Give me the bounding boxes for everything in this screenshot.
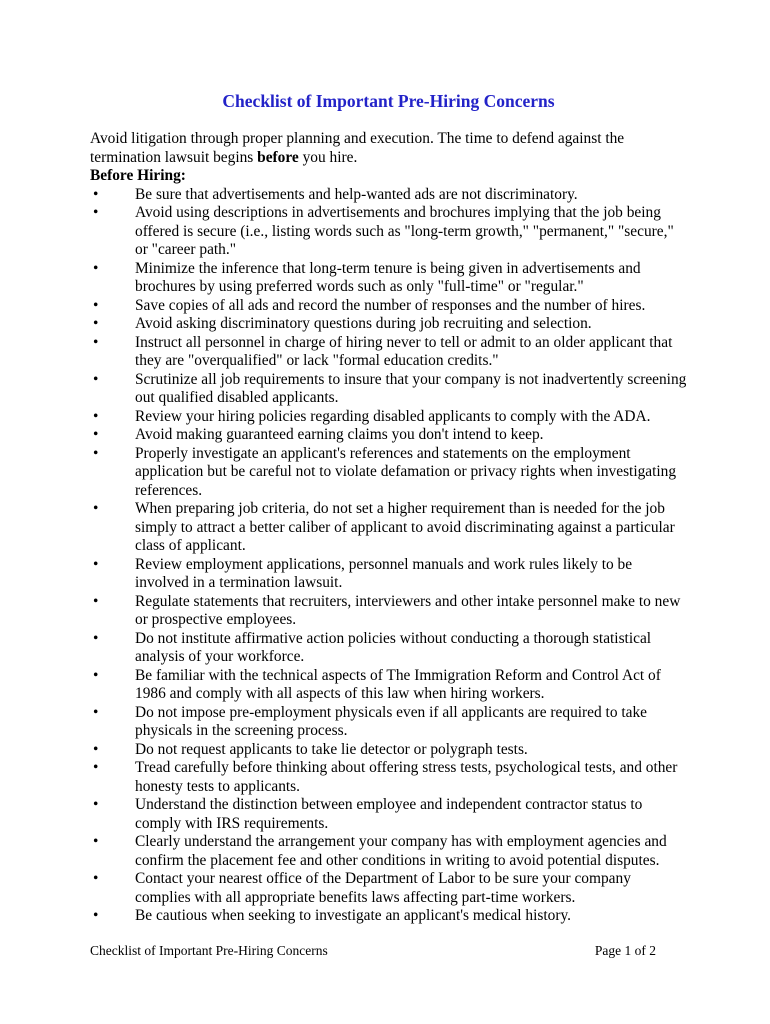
intro-paragraph (90, 130, 687, 167)
page-footer (90, 943, 656, 959)
checklist-item: • When preparing job criteria, do not set a higher requirement than is needed for the job simply to attract a better caliber of applicant to avoid discriminating against a particular class of applicant. (90, 500, 687, 556)
checklist-item: • Be sure that advertisements and help-wanted ads are not discriminatory. (90, 186, 687, 205)
checklist-item: • Do not request applicants to take lie detector or polygraph tests. (90, 741, 687, 760)
footer-document-title: Checklist of Important Pre-Hiring Concerns (90, 943, 328, 958)
footer-page-number: Page 1 of 2 (594, 943, 656, 958)
checklist-item: • Avoid asking discriminatory questions during job recruiting and selection. (90, 315, 687, 334)
checklist-item: • Do not impose pre-employment physicals even if all applicants are required to take physicals in the screening process. (90, 704, 687, 741)
checklist-item: • Minimize the inference that long-term tenure is being given in advertisements and brochures by using preferred words such as only "full-time" or "regular." (90, 260, 687, 297)
checklist-item: • Do not institute affirmative action policies without conducting a thorough statistical analysis of your workforce. (90, 630, 687, 667)
checklist-item: • Tread carefully before thinking about offering stress tests, psychological tests, and other honesty tests to applicants. (90, 759, 687, 796)
checklist-item: • Contact your nearest office of the Department of Labor to be sure your company complies with all appropriate benefits laws affecting part-time workers. (90, 870, 687, 907)
checklist-item: • Avoid making guaranteed earning claims you don't intend to keep. (90, 426, 687, 445)
checklist-item: • Review your hiring policies regarding disabled applicants to comply with the ADA. (90, 408, 687, 427)
checklist-item: • Understand the distinction between employee and independent contractor status to comply with IRS requirements. (90, 796, 687, 833)
checklist-item: • Save copies of all ads and record the number of responses and the number of hires. (90, 297, 687, 316)
intro-bold-word: before (257, 148, 299, 166)
checklist-item: • Instruct all personnel in charge of hiring never to tell or admit to an older applicant that they are "overqualified" or lack "formal education credits." (90, 334, 687, 371)
document-content (90, 92, 687, 926)
checklist-item: • Be cautious when seeking to investigate an applicant's medical history. (90, 907, 687, 926)
checklist-item: • Clearly understand the arrangement your company has with employment agencies and confirm the placement fee and other conditions in writing to avoid potential disputes. (90, 833, 687, 870)
checklist-item: • Avoid using descriptions in advertisements and brochures implying that the job being offered is secure (i.e., listing words such as "long-term growth," "permanent," "secure," or "career path." (90, 204, 687, 260)
intro-text-end: you hire. (298, 148, 358, 166)
checklist (90, 186, 687, 926)
page-title: Checklist of Important Pre-Hiring Concerns (222, 91, 555, 111)
section-heading: Before Hiring: (90, 167, 186, 184)
checklist-item: • Scrutinize all job requirements to insure that your company is not inadvertently screening out qualified disabled applicants. (90, 371, 687, 408)
intro-text-start: Avoid litigation through proper planning and execution. The time to defend against the termination lawsuit begins (90, 130, 625, 166)
checklist-item: • Review employment applications, personnel manuals and work rules likely to be involved in a termination lawsuit. (90, 556, 687, 593)
checklist-item: • Be familiar with the technical aspects of The Immigration Reform and Control Act of 1986 and comply with all aspects of this law when hiring workers. (90, 667, 687, 704)
checklist-item: • Regulate statements that recruiters, interviewers and other intake personnel make to new or prospective employees. (90, 593, 687, 630)
checklist-item: • Properly investigate an applicant's references and statements on the employment application but be careful not to violate defamation or privacy rights when investigating references. (90, 445, 687, 501)
